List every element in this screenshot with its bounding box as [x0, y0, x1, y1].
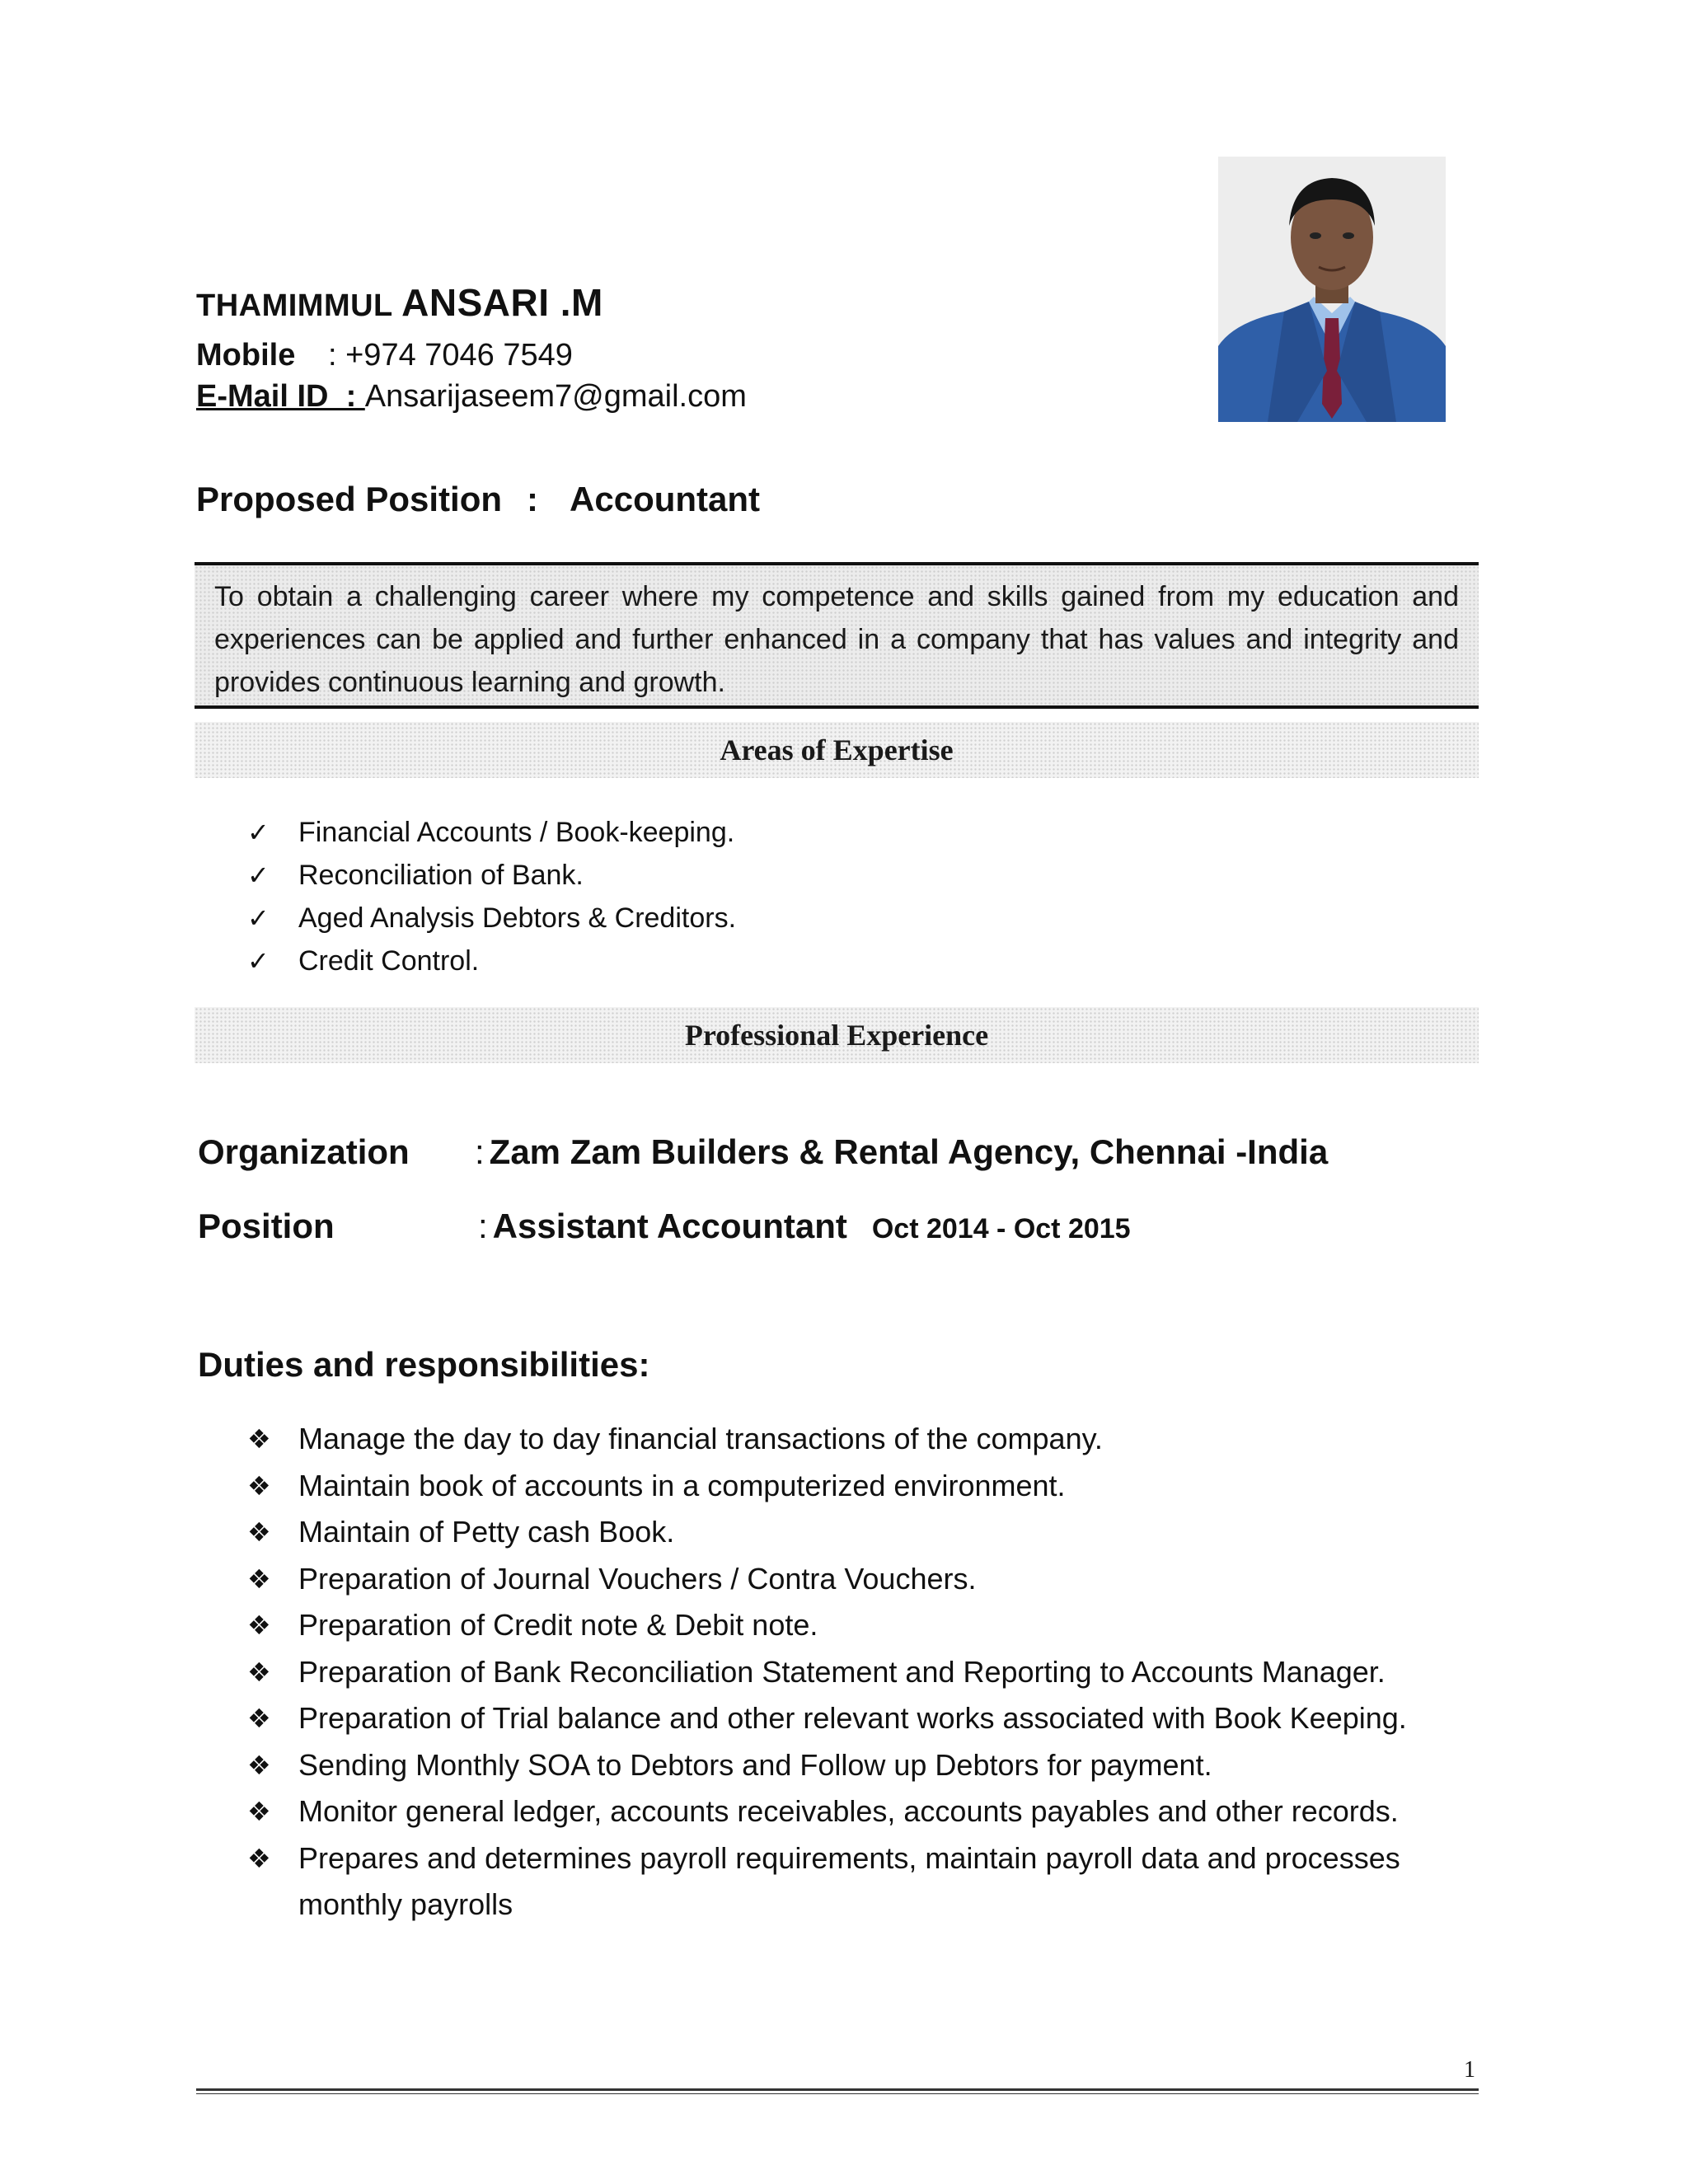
footer-rule-top — [196, 2088, 1479, 2091]
proposed-position-label: Proposed Position — [196, 480, 503, 518]
duty-item-label: Preparation of Credit note & Debit note. — [298, 1608, 818, 1642]
list-item — [247, 1742, 1451, 1789]
duty-item-label: Preparation of Journal Vouchers / Contra Vouchers. — [298, 1561, 977, 1596]
footer-rule-bottom — [196, 2093, 1479, 2094]
duty-item-label: Maintain of Petty cash Book. — [298, 1515, 675, 1549]
list-item — [247, 1416, 1451, 1463]
position-value: Assistant Accountant — [492, 1207, 847, 1245]
list-item — [247, 854, 736, 897]
experience-title: Professional Experience — [684, 1019, 989, 1052]
diamond-bullet-icon: ❖ — [247, 1563, 271, 1595]
diamond-bullet-icon: ❖ — [247, 1749, 271, 1781]
check-icon: ✓ — [247, 860, 270, 891]
organization-value: Zam Zam Builders & Rental Agency, Chennai -India — [489, 1132, 1329, 1171]
position-dates: Oct 2014 - Oct 2015 — [871, 1213, 1131, 1244]
proposed-position-value: Accountant — [570, 480, 761, 518]
check-icon: ✓ — [247, 945, 270, 977]
name-last: ANSARI .M — [401, 281, 603, 324]
diamond-bullet-icon: ❖ — [247, 1469, 271, 1502]
duty-item-label: Preparation of Trial balance and other relevant works associated with Book Keeping. — [298, 1701, 1407, 1735]
duties-title: Duties and responsibilities: — [198, 1345, 650, 1384]
mobile-label: Mobile — [196, 338, 296, 373]
duty-item-label: Monitor general ledger, accounts receivables, accounts payables and other records. — [298, 1794, 1399, 1828]
position-label: Position — [198, 1207, 335, 1245]
diamond-bullet-icon: ❖ — [247, 1656, 271, 1688]
diamond-bullet-icon: ❖ — [247, 1516, 271, 1548]
list-item — [247, 1602, 1451, 1649]
list-item — [247, 811, 736, 854]
duty-item-label: Prepares and determines payroll requirements, maintain payroll data and processes monthly payrolls — [298, 1840, 1400, 1921]
mobile-value: : +974 7046 7549 — [328, 338, 573, 373]
list-item — [247, 897, 736, 940]
list-item — [247, 1695, 1451, 1742]
diamond-bullet-icon: ❖ — [247, 1796, 271, 1827]
diamond-bullet-icon: ❖ — [247, 1703, 271, 1734]
list-item — [247, 1835, 1451, 1929]
organization-colon: : — [475, 1132, 485, 1171]
proposed-position — [196, 480, 760, 519]
email-label: E-Mail ID : — [196, 379, 365, 414]
name-first: THAMIMMUL — [196, 288, 393, 323]
portrait-illustration — [1218, 157, 1446, 422]
objective-text: To obtain a challenging career where my competence and skills gained from my education and experiences can be applied and further enhanced in a company that has values and integrity and provides continuous learning and growth. — [214, 581, 1459, 698]
profile-photo — [1218, 157, 1446, 422]
list-item — [247, 1556, 1451, 1603]
mobile-row — [196, 338, 573, 373]
list-item — [247, 940, 736, 982]
email-value: Ansarijaseem7@gmail.com — [364, 379, 747, 414]
duty-item-label: Sending Monthly SOA to Debtors and Follow up Debtors for payment. — [298, 1747, 1212, 1782]
diamond-bullet-icon: ❖ — [247, 1423, 271, 1455]
objective-box — [195, 562, 1479, 709]
duties-list — [247, 1416, 1451, 1929]
duty-item-label: Preparation of Bank Reconciliation Statement and Reporting to Accounts Manager. — [298, 1654, 1386, 1689]
list-item — [247, 1509, 1451, 1556]
check-icon: ✓ — [247, 817, 270, 848]
experience-section-header — [195, 1007, 1479, 1063]
check-icon: ✓ — [247, 902, 270, 934]
expertise-item-label: Financial Accounts / Book-keeping. — [298, 817, 735, 848]
page-number: 1 — [1464, 2057, 1475, 2083]
expertise-item-label: Reconciliation of Bank. — [298, 860, 584, 891]
diamond-bullet-icon: ❖ — [247, 1842, 271, 1874]
candidate-name — [196, 280, 603, 325]
expertise-title: Areas of Expertise — [720, 733, 954, 766]
expertise-item-label: Credit Control. — [298, 945, 480, 977]
organization-row — [198, 1132, 1328, 1172]
list-item — [247, 1649, 1451, 1696]
diamond-bullet-icon: ❖ — [247, 1610, 271, 1641]
proposed-position-separator: : — [527, 480, 539, 518]
list-item — [247, 1463, 1451, 1510]
duty-item-label: Manage the day to day financial transactions of the company. — [298, 1422, 1103, 1455]
position-colon: : — [478, 1207, 488, 1245]
list-item — [247, 1788, 1451, 1835]
organization-label: Organization — [198, 1132, 410, 1171]
email-row — [196, 379, 747, 415]
expertise-item-label: Aged Analysis Debtors & Creditors. — [298, 902, 737, 934]
position-row — [198, 1207, 1131, 1246]
duty-item-label: Maintain book of accounts in a computerized environment. — [298, 1468, 1066, 1502]
expertise-section-header — [195, 722, 1479, 778]
expertise-list — [247, 811, 736, 982]
